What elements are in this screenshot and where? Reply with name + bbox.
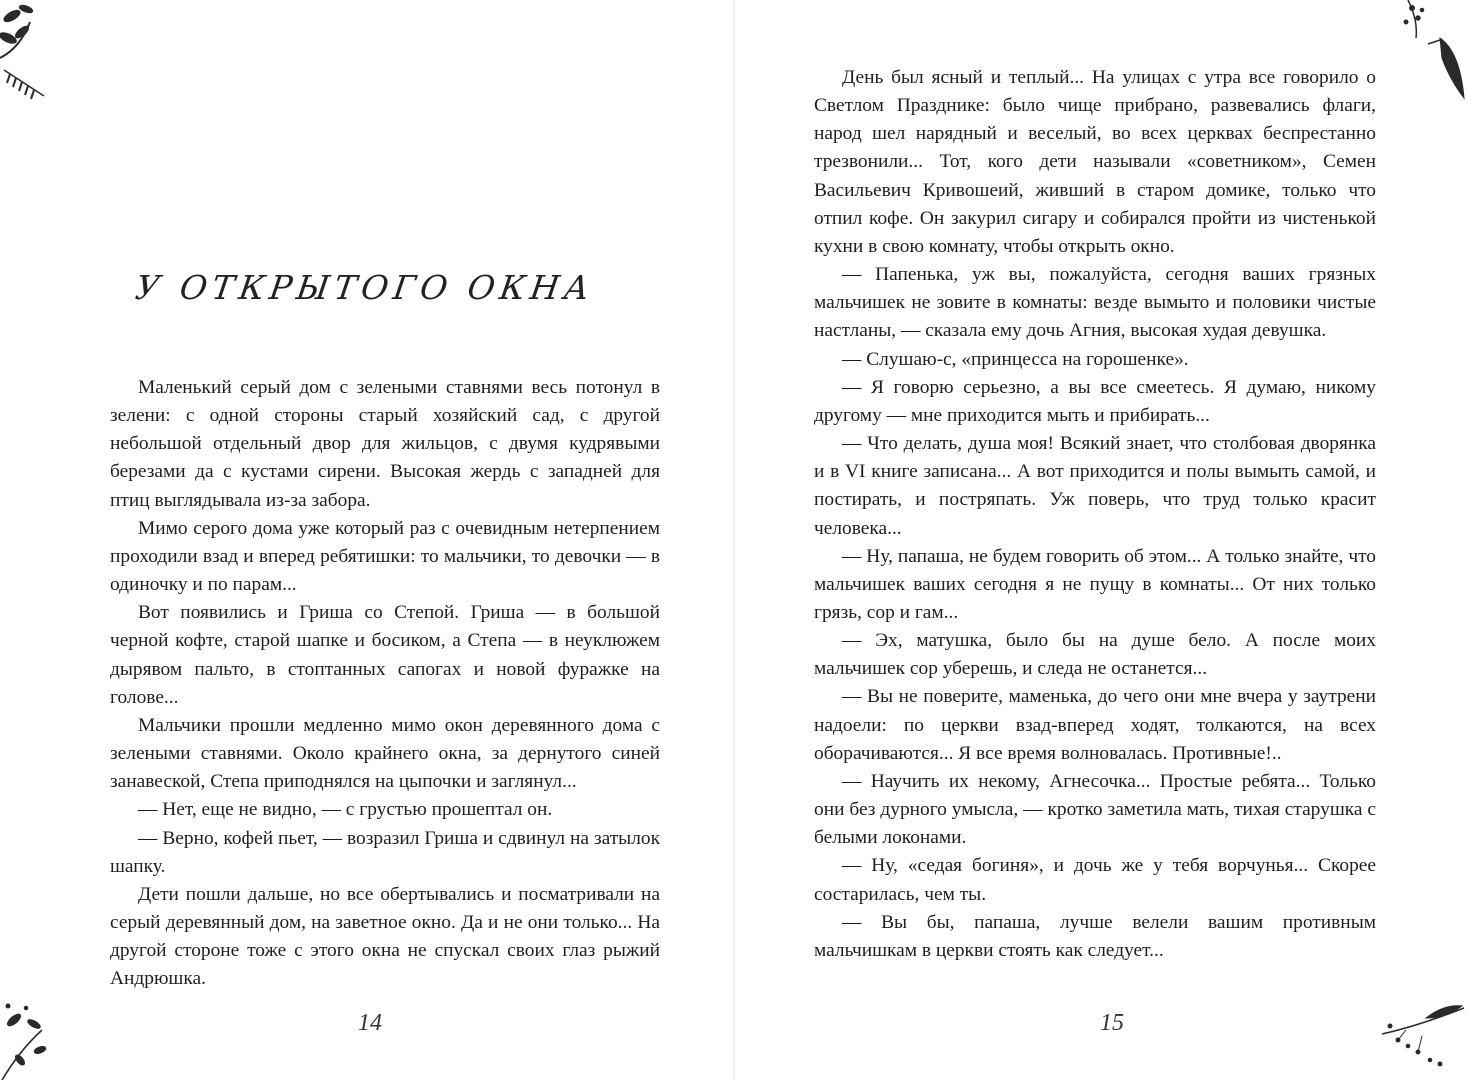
left-page-body: [110, 374, 660, 993]
paragraph: — Что делать, душа моя! Всякий знает, что столбовая дворянка и в VI книге записана... А вот приходится и полы вымыть самой, и постирать, и постряпать. Уж поверь, что труд только красит человека...: [814, 433, 1376, 539]
paragraph: — Ну, папаша, не будем говорить об этом... А только знайте, что мальчишек ваших сегодня я не пущу в комнаты... От них только грязь, сор и гам...: [814, 545, 1376, 623]
chapter-title: У ОТКРЫТОГО ОКНА: [133, 268, 597, 307]
page-number: 15: [1100, 1010, 1124, 1036]
paragraph: — Научить их некому, Агнесочка... Простые ребята... Только они без дурного умысла, — кротко заметила мать, тихая старушка с белыми локонами.: [814, 770, 1376, 849]
paragraph: Мимо серого дома уже который раз с очевидным нетерпением проходили взад и вперед ребятишки: то мальчики, то девочки — в одиночку и по парам...: [110, 517, 660, 596]
paragraph: — Ну, «седая богиня», и дочь же у тебя ворчунья... Скорее состарилась, чем ты.: [814, 855, 1376, 905]
paragraph: — Я говорю серьезно, а вы все смеетесь. Я думаю, никому другому — мне приходится мыть и прибирать...: [814, 376, 1376, 426]
paragraph: Мальчики прошли медленно мимо окон деревянного дома с зелеными ставнями. Около крайнего окна, за дернутого синей занавеской, Степа приподнялся на цыпочки и заглянул...: [110, 714, 660, 793]
paragraph: — Эх, матушка, было бы на душе бело. А после моих мальчишек сор уберешь, и следа не останется...: [814, 630, 1376, 680]
page-number: 14: [358, 1010, 382, 1036]
paragraph: — Верно, кофей пьет, — возразил Гриша и сдвинул на затылок шапку.: [110, 827, 660, 877]
paragraph: — Нет, еще не видно, — с грустью прошептал он.: [138, 799, 553, 821]
paragraph: Вот появились и Гриша со Степой. Гриша — в большой черной кофте, старой шапке и босиком, а Степа — в неуклюжем дырявом пальто, в стоптанных сапогах и новой фуражке на голове...: [110, 602, 660, 708]
paragraph: — Вы бы, папаша, лучше велели вашим противным мальчишкам в церкви стоять как следует...: [814, 911, 1376, 961]
paragraph: Дети пошли дальше, но все обертывались и посматривали на серый деревянный дом, на заветное окно. Да и не они только... На другой стороне тоже с этого окна не спускал своих глаз рыжий Андрюшка.: [110, 883, 660, 990]
right-page-body: [814, 64, 1376, 965]
paragraph: — Папенька, уж вы, пожалуйста, сегодня ваших грязных мальчишек не зовите в комнаты: везде вымыто и половики чистые настланы, — сказала ему дочь Агния, высокая худая девушка.: [814, 264, 1376, 342]
paragraph: — Вы не поверите, маменька, до чего они мне вчера у заутрени надоели: по церкви взад-вперед ходят, толкаются, на всех оборачиваются... Я все время волновалась. Противные!..: [814, 686, 1376, 764]
paragraph: — Слушаю-с, «принцесса на горошенке».: [842, 348, 1189, 370]
paragraph: День был ясный и теплый... На улицах с утра все говорило о Светлом Празднике: было чище прибрано, развевались флаги, народ шел нарядный и веселый, во всех церквах беспрестанно трезвонили... Тот, кого дети называли «советником», Семен Васильевич Кривошеий, живший в старом домике, только что отпил кофе. Он закурил сигару и собирался пройти из чистенькой кухни в свою комнату, чтобы открыть окно.: [814, 67, 1376, 257]
right-page: [734, 0, 1468, 1080]
paragraph: Маленький серый дом с зелеными ставнями весь потонул в зелени: с одной стороны старый хозяйский сад, с другой небольшой отдельный двор для жильцов, с двумя кудрявыми березами да с кустами сирени. Высокая жердь с западней для птиц выглядывала из-за забора.: [110, 377, 660, 511]
